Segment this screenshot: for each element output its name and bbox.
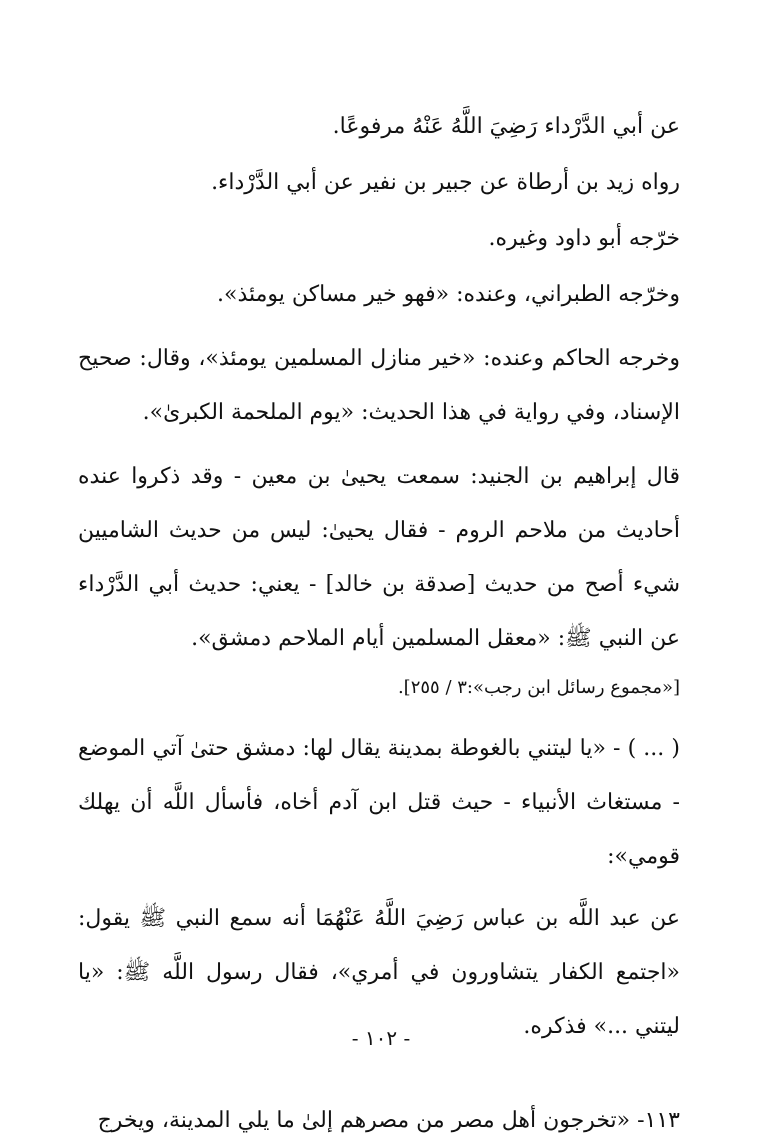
paragraph-abu-dawud [78,212,680,266]
paragraph-text: قال إبراهيم بن الجنيد: سمعت يحيىٰ بن معين - وقد ذكروا عنده أحاديث من ملاحم الروم - فقال يحيىٰ: ليس من حديث الشاميين شيء أصح من حديث [صدقة بن خالد] - يعني: حديث أبي الدَّرْداء عن النبي ﷺ: «معقل المسلمين أيام الملاحم دمشق». [78,464,680,651]
paragraph-narration-zaid [78,156,680,210]
paragraph-hadith-113 [78,1094,680,1148]
paragraph-text: عن أبي الدَّرْداء رَضِيَ اللَّهُ عَنْهُ مرفوعًا. [332,114,680,139]
page-body [78,100,680,1148]
paragraph-text: خرّجه أبو داود وغيره. [488,226,680,251]
paragraph-text: ١١٣- «تخرجون أهل مصر من مصرهم إلىٰ ما يلي المدينة، ويخرج [97,1108,680,1133]
paragraph-text: ( ... ) - «يا ليتني بالغوطة بمدينة يقال لها: دمشق حتىٰ آتي الموضع - مستغاث الأنبياء - حيث قتل ابن آدم أخاه، فأسأل اللَّه أن يهلك قومي»: [78,736,680,869]
page-number: - ١٠٢ - [351,1026,411,1050]
paragraph-ghouta-hadith [78,722,680,884]
paragraph-text: رواه زيد بن أرطاة عن جبير بن نفير عن أبي الدَّرْداء. [211,170,680,195]
paragraph-text: عن عبد اللَّه بن عباس رَضِيَ اللَّهُ عَنْهُمَا أنه سمع النبي ﷺ يقول: «اجتمع الكفار يتشاورون في أمري»، فقال رسول اللَّه ﷺ: «يا ليتني ...» فذكره. [78,906,680,1039]
paragraph-ibn-junaid [78,450,680,666]
paragraph-abu-darda-marfu [78,100,680,154]
paragraph-text: وخرّجه الطبراني، وعنده: «فهو خير مساكن يومئذ». [216,282,680,307]
reference-citation: [«مجموع رسائل ابن رجب»:٣ / ٢٥٥]. [397,677,680,698]
paragraph-tabarani [78,268,680,322]
paragraph-text: وخرجه الحاكم وعنده: «خير منازل المسلمين يومئذ»، وقال: صحيح الإسناد، وفي رواية في هذا الحديث: «يوم الملحمة الكبرىٰ». [78,346,680,425]
paragraph-hakim [78,332,680,440]
